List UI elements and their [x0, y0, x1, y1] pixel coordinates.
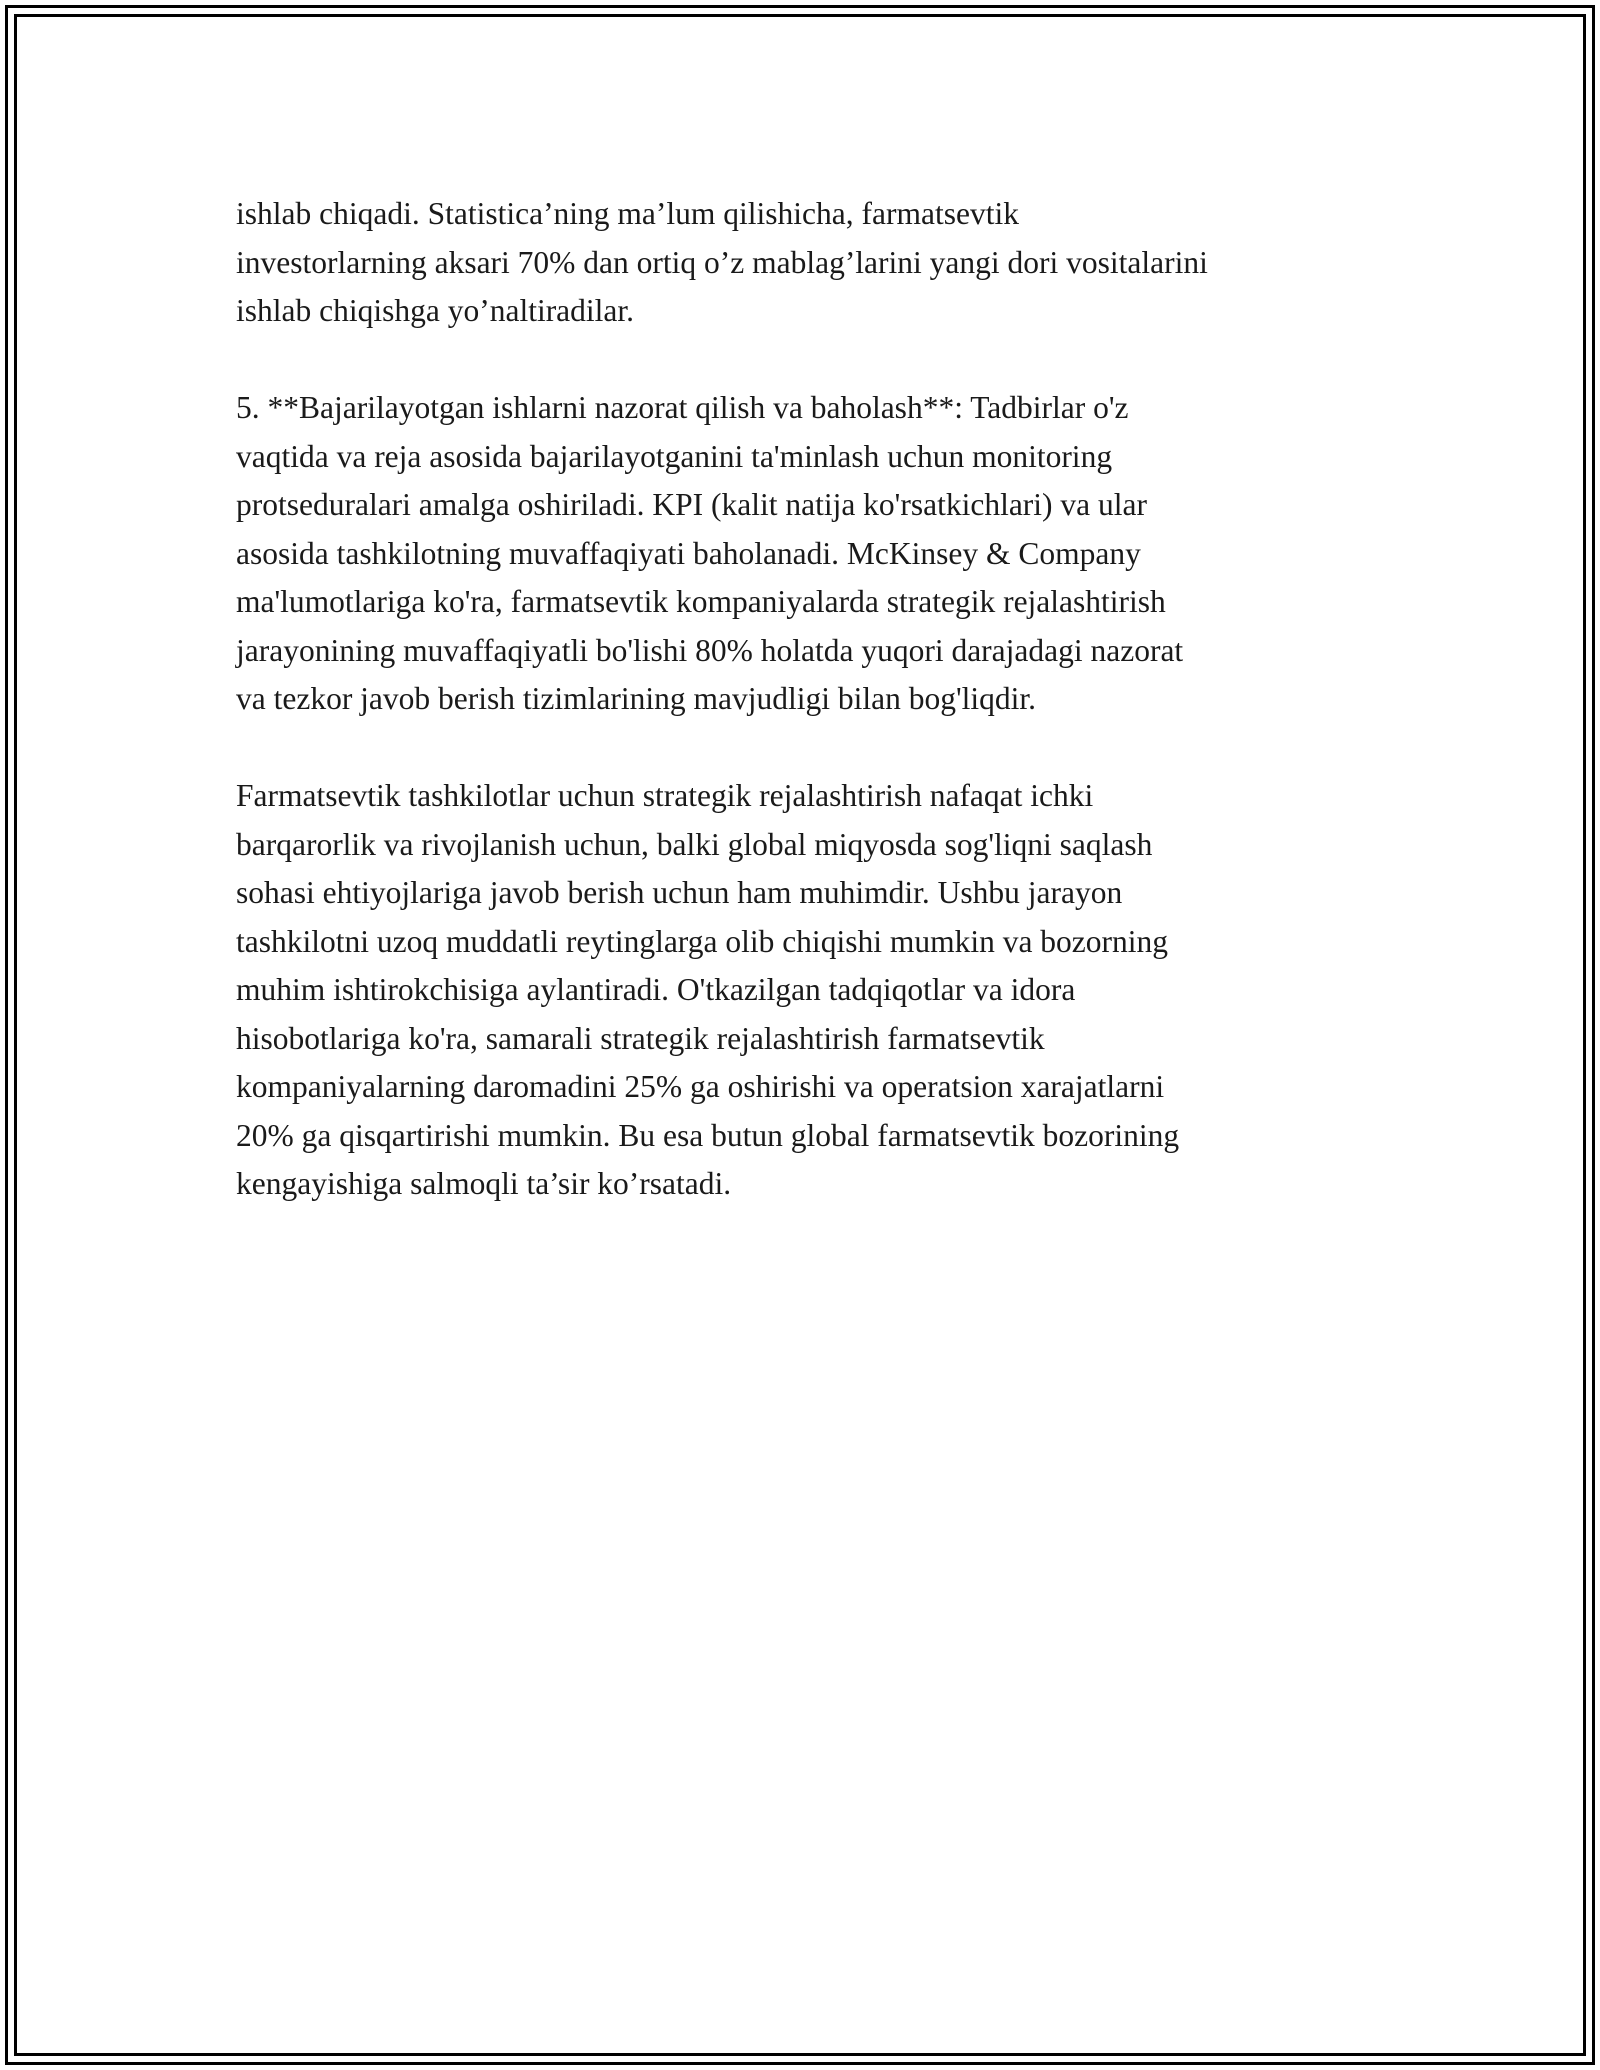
text-line: 5. **Bajarilayotgan ishlarni nazorat qilish va baholash**: Tadbirlar o'z — [236, 390, 1129, 425]
text-line: muhim ishtirokchisiga aylantiradi. O'tkazilgan tadqiqotlar va idora — [236, 972, 1076, 1007]
text-line: ishlab chiqadi. Statistica’ning ma’lum qilishicha, farmatsevtik — [236, 196, 1019, 231]
text-line: vaqtida va reja asosida bajarilayotganini ta'minlash uchun monitoring — [236, 438, 1113, 474]
text-line: ishlab chiqishga yo’naltiradilar. — [236, 293, 635, 328]
text-line: jarayonining muvaffaqiyatli bo'lishi 80% holatda yuqori darajadagi nazorat — [236, 632, 1184, 668]
text-line: investorlarning aksari 70% dan ortiq o’z mablag’larini yangi dori vositalarini — [236, 244, 1208, 280]
text-line: sohasi ehtiyojlariga javob berish uchun ham muhimdir. Ushbu jarayon — [236, 875, 1123, 910]
text-line: kompaniyalarning daromadini 25% ga oshirishi va operatsion xarajatlarni — [236, 1069, 1165, 1104]
paragraph-monitoring — [236, 384, 1396, 724]
text-line: protseduralari amalga oshiriladi. KPI (kalit natija ko'rsatkichlari) va ular — [236, 487, 1147, 522]
text-line: kengayishiga salmoqli ta’sir ko’rsatadi. — [236, 1166, 732, 1201]
text-line: asosida tashkilotning muvaffaqiyati baholanadi. McKinsey & Company — [236, 535, 1141, 571]
text-line: hisobotlariga ko'ra, samarali strategik rejalashtirish farmatsevtik — [236, 1020, 1045, 1056]
text-line: barqarorlik va rivojlanish uchun, balki global miqyosda sog'liqni saqlash — [236, 826, 1153, 862]
paragraph-conclusion — [236, 772, 1396, 1209]
paragraph-statistica — [236, 190, 1396, 336]
text-line: va tezkor javob berish tizimlarining mavjudligi bilan bog'liqdir. — [236, 681, 1037, 716]
text-line: 20% ga qisqartirishi mumkin. Bu esa butun global farmatsevtik bozorining — [236, 1117, 1180, 1153]
text-line: Farmatsevtik tashkilotlar uchun strategik rejalashtirish nafaqat ichki — [236, 778, 1094, 813]
text-line: tashkilotni uzoq muddatli reytinglarga olib chiqishi mumkin va bozorning — [236, 923, 1169, 959]
document-body — [236, 190, 1396, 1257]
text-line: ma'lumotlariga ko'ra, farmatsevtik kompaniyalarda strategik rejalashtirish — [236, 584, 1166, 619]
